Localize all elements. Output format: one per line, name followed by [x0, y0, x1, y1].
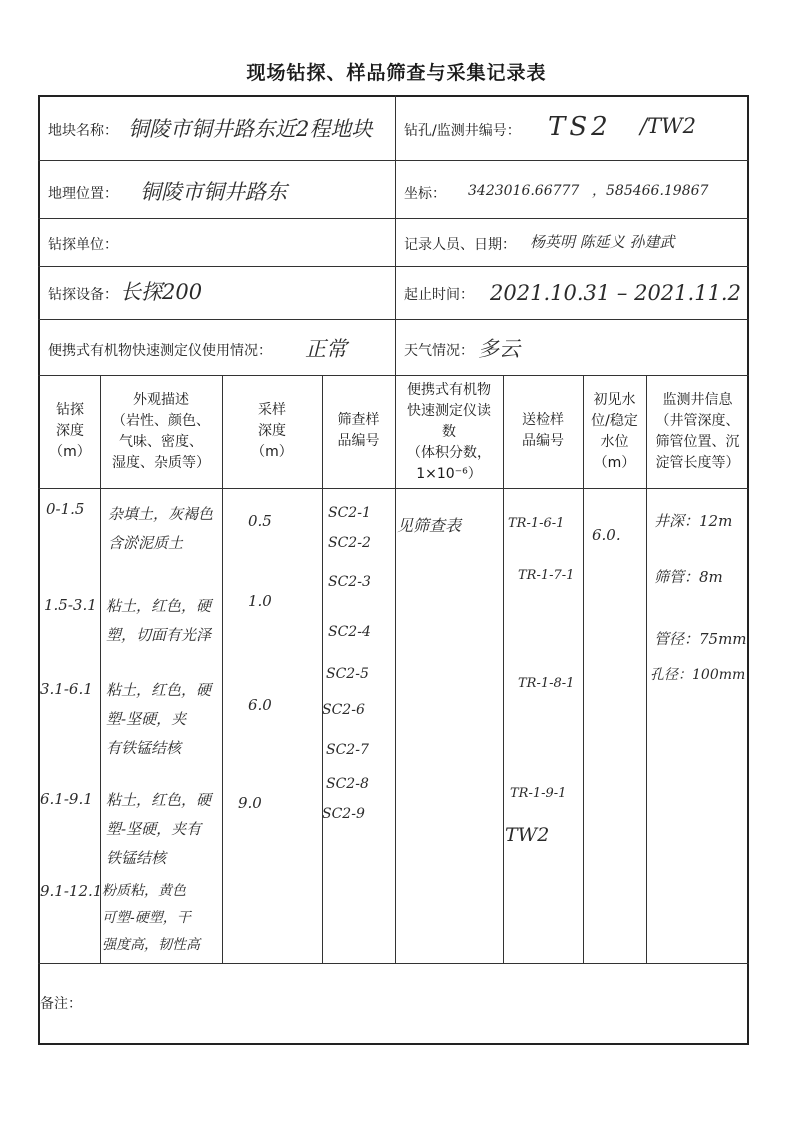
appearance-description: 粘土，红色，硬 塑-坚硬，夹 有铁锰结核 — [106, 681, 212, 757]
header-well-info: 监测井信息 （井管深度、 筛管位置、沉 淀管长度等） — [655, 392, 740, 471]
header-screen-id: 筛查样 品编号 — [337, 412, 380, 449]
period-label: 起止时间： — [404, 287, 474, 303]
screen-sample-id: SC2-2 — [328, 535, 371, 551]
header-appearance: 外观描述 （岩性、颜色、 气味、密度、 湿度、杂质等） — [112, 392, 210, 471]
pid-usage-value: 正常 — [305, 337, 347, 361]
header-sample-depth: 采样 深度 （m） — [251, 402, 293, 460]
drilling-equipment-value: 长探200 — [120, 280, 203, 304]
water-level-cell: 6.0. — [592, 526, 621, 544]
info-column-divider — [395, 95, 396, 375]
appearance-description: 粉质粘，黄色 可塑-硬塑，干 强度高，韧性高 — [102, 883, 200, 953]
recorder-date-label: 记录人员、日期： — [404, 237, 516, 253]
row-divider — [38, 375, 749, 376]
hole-diameter-info: 孔径：100mm — [650, 667, 746, 683]
table-column-divider — [222, 375, 223, 963]
header-drill-depth: 钻探 深度 （m） — [49, 402, 91, 460]
monitoring-well-id-value: /TW2 — [640, 114, 697, 138]
sample-depth-cell: 9.0 — [238, 794, 262, 812]
coordinate-x-value: 3423016.66777 — [468, 183, 580, 199]
sample-depth-cell: 1.0 — [248, 592, 272, 610]
location-label: 地理位置： — [48, 186, 118, 202]
lab-sample-id: TR-1-6-1 — [508, 516, 565, 531]
well-depth-info: 井深：12m — [654, 512, 733, 530]
pipe-diameter-info: 管径：75mm — [654, 630, 747, 648]
form-title: 现场钻探、样品筛查与采集记录表 — [246, 62, 547, 84]
pid-usage-label: 便携式有机物快速测定仪使用情况： — [48, 343, 272, 359]
drill-depth-cell: 1.5-3.1 — [44, 596, 97, 614]
screen-sample-id: SC2-4 — [328, 624, 371, 640]
table-header-divider — [38, 488, 749, 489]
drilling-equipment-label: 钻探设备： — [48, 287, 118, 303]
drill-depth-cell: 0-1.5 — [46, 500, 85, 518]
screen-length-info: 筛管：8m — [654, 568, 723, 586]
drill-depth-cell: 6.1-9.1 — [40, 790, 93, 808]
sample-depth-cell: 0.5 — [248, 512, 272, 530]
lab-sample-id: TR-1-9-1 — [510, 786, 567, 801]
sample-depth-cell: 6.0 — [248, 696, 272, 714]
remarks-divider — [38, 963, 749, 964]
lab-sample-id: TW2 — [505, 824, 550, 846]
drilling-unit-label: 钻探单位： — [48, 237, 118, 253]
appearance-description: 粘土，红色，硬 塑-坚硬，夹有 铁锰结核 — [106, 791, 212, 867]
plot-name-label: 地块名称： — [48, 123, 118, 139]
screen-sample-id: SC2-1 — [328, 505, 371, 521]
screen-sample-id: SC2-3 — [328, 574, 371, 590]
screen-sample-id: SC2-6 — [322, 702, 365, 718]
table-column-divider — [503, 375, 504, 963]
plot-name-value: 铜陵市铜井路东近2程地块 — [128, 117, 373, 141]
coordinate-y-value: ，585466.19867 — [592, 183, 709, 199]
header-water-level: 初见水 位/稳定 水位 （m） — [591, 392, 638, 471]
remarks-label: 备注： — [40, 996, 82, 1012]
borehole-id-value: TS2 — [548, 112, 612, 142]
row-divider — [38, 319, 749, 320]
table-column-divider — [322, 375, 323, 963]
period-value: 2021.10.31 – 2021.11.2 — [490, 281, 741, 305]
location-value: 铜陵市铜井路东 — [140, 180, 287, 204]
screen-sample-id: SC2-7 — [326, 742, 369, 758]
weather-label: 天气情况： — [404, 343, 474, 359]
pid-reading-cell: 见筛查表 — [397, 516, 462, 535]
recorder-names-value: 杨英明 陈延义 孙建武 — [530, 233, 675, 251]
screen-sample-id: SC2-5 — [326, 666, 369, 682]
header-lab-id: 送检样 品编号 — [522, 412, 564, 449]
screen-sample-id: SC2-9 — [322, 806, 365, 822]
row-divider — [38, 266, 749, 267]
screen-sample-id: SC2-8 — [326, 776, 369, 792]
appearance-description: 杂填土，灰褐色 含淤泥质土 — [108, 505, 214, 552]
row-divider — [38, 218, 749, 219]
lab-sample-id: TR-1-7-1 — [518, 568, 575, 583]
borehole-id-label: 钻孔/监测井编号： — [404, 123, 521, 139]
lab-sample-id: TR-1-8-1 — [518, 676, 575, 691]
row-divider — [38, 160, 749, 161]
coordinates-label: 坐标： — [404, 186, 446, 202]
weather-value: 多云 — [478, 337, 520, 361]
drill-depth-cell: 9.1-12.1 — [40, 882, 103, 900]
drill-depth-cell: 3.1-6.1 — [40, 680, 93, 698]
header-pid-reading: 便携式有机物 快速测定仪读 数 （体积分数， 1×10⁻⁶） — [407, 382, 491, 482]
appearance-description: 粘土，红色，硬 塑，切面有光泽 — [106, 597, 212, 644]
